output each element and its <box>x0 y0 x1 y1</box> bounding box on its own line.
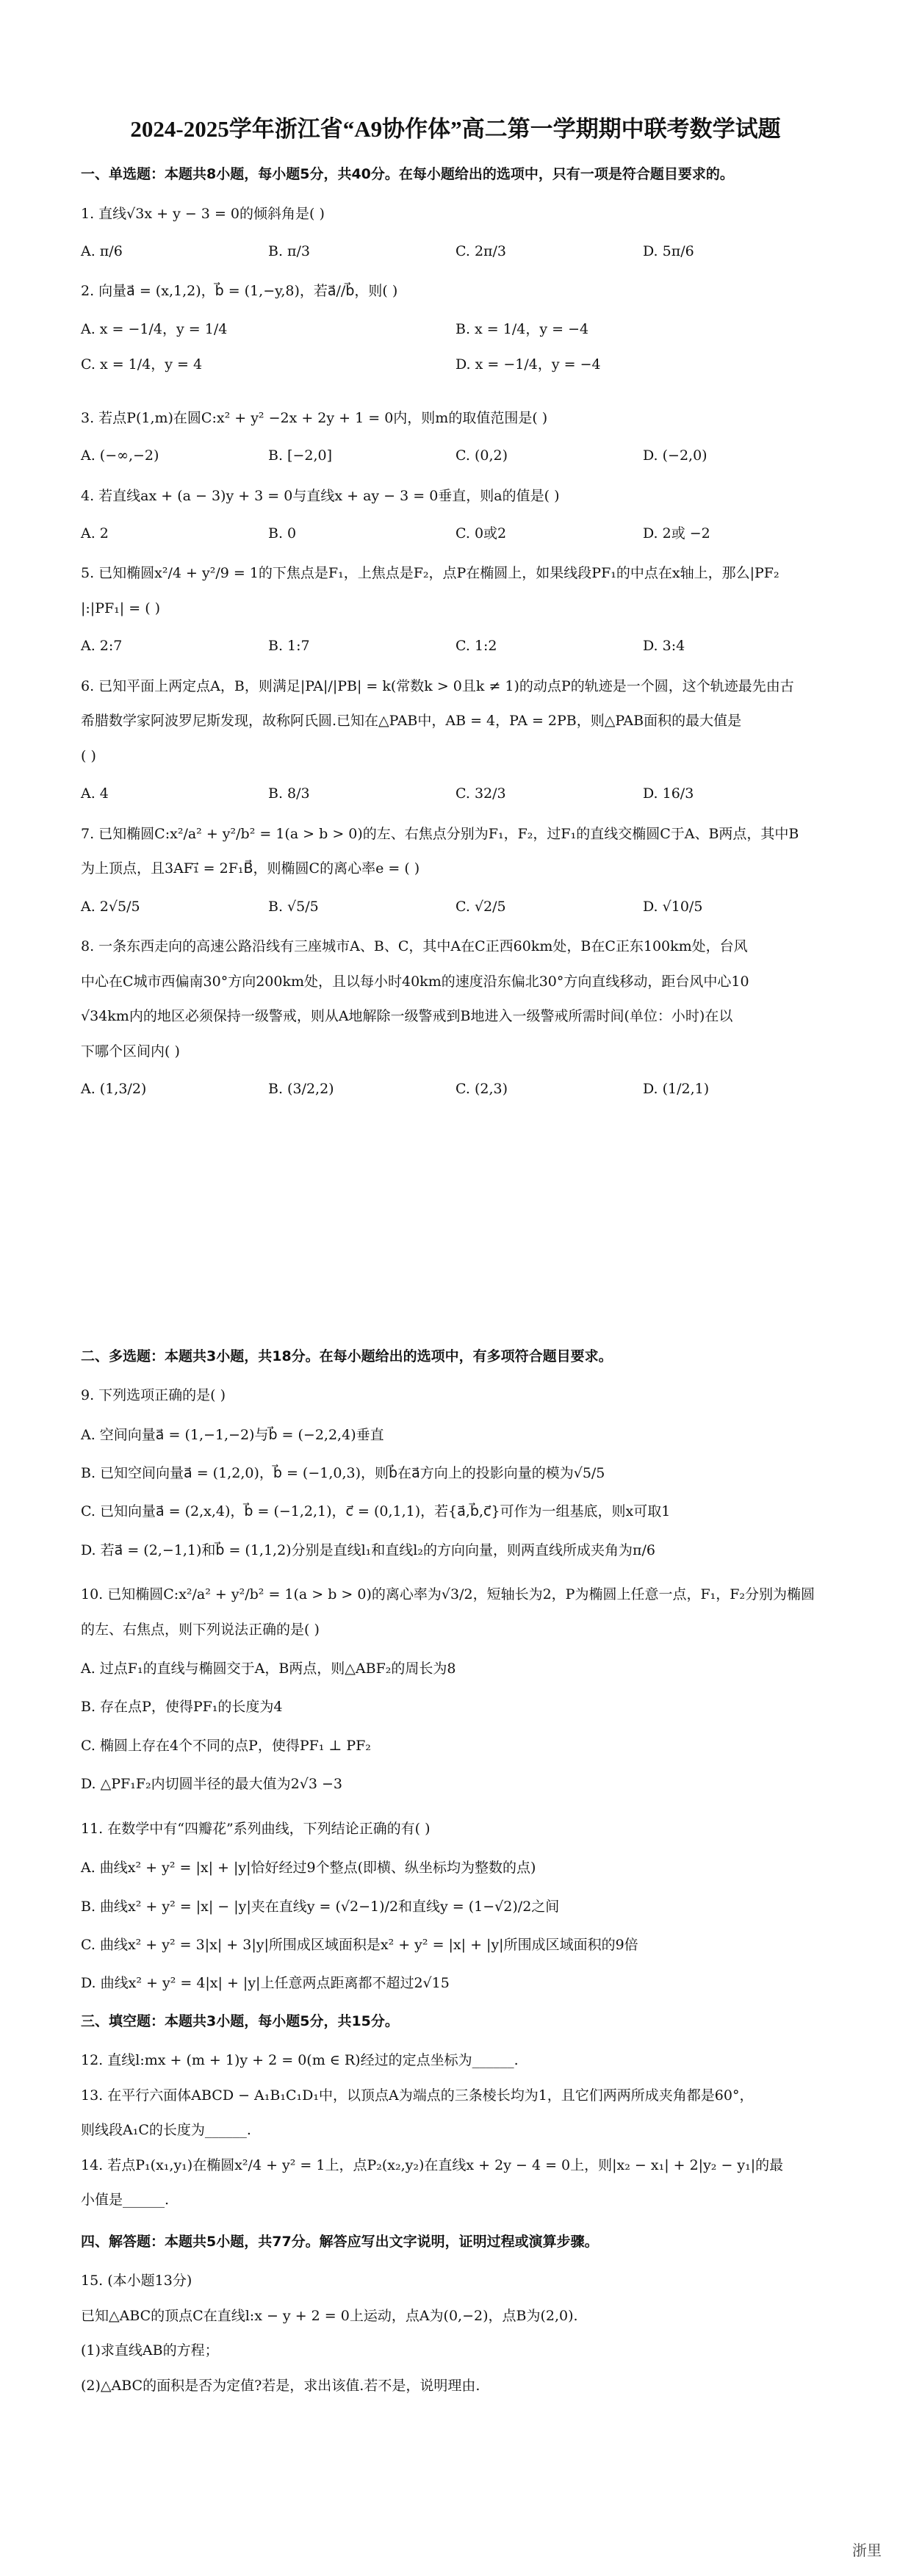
question-12: 12. 直线l:mx + (m + 1)y + 2 = 0(m ∈ R)经过的定点坐标为______. <box>81 2052 519 2069</box>
option-a: A. x = −1/4，y = 1/4 <box>81 320 228 337</box>
question-1-options <box>81 240 830 262</box>
question-6-line-1: 6. 已知平面上两定点A，B，则满足|PA|/|PB| = k(常数k > 0且k ≠ 1)的动点P的轨迹是一个圆，这个轨迹最先由古 <box>81 677 794 694</box>
option-d: D. √10/5 <box>643 898 703 915</box>
question-5-line-2: |:|PF₁| = ( ) <box>81 600 161 616</box>
option-a: A. 2:7 <box>81 638 123 655</box>
question-9-option-a: A. 空间向量a⃗ = (1,−1,−2)与b⃗ = (−2,2,4)垂直 <box>81 1426 384 1443</box>
question-10-line-2: 的左、右焦点，则下列说法正确的是( ) <box>81 1621 320 1638</box>
question-9-option-c: C. 已知向量a⃗ = (2,x,4)，b⃗ = (−1,2,1)，c⃗ = (0,1,1)，若{a⃗,b⃗,c⃗}可作为一组基底，则x可取1 <box>81 1503 671 1520</box>
option-d: D. (−2,0) <box>643 447 707 464</box>
section-solutions: 四、解答题：本题共5小题，共77分。解答应写出文字说明，证明过程或演算步骤。 <box>81 2233 599 2250</box>
option-b: B. π/3 <box>268 243 311 259</box>
option-b: B. x = 1/4，y = −4 <box>455 320 589 337</box>
question-2-options <box>81 318 830 389</box>
question-1: 1. 直线√3x + y − 3 = 0的倾斜角是( ) <box>81 205 325 222</box>
question-5-line-1: 5. 已知椭圆x²/4 + y²/9 = 1的下焦点是F₁，上焦点是F₂，点P在椭圆上，如果线段PF₁的中点在x轴上，那么|PF₂ <box>81 565 779 582</box>
question-10-option-c: C. 椭圆上存在4个不同的点P，使得PF₁ ⊥ PF₂ <box>81 1737 371 1754</box>
option-b: B. [−2,0] <box>268 447 333 464</box>
option-a: A. 2√5/5 <box>81 898 140 915</box>
option-c: C. √2/5 <box>455 898 506 915</box>
question-8-line-3: √34km内的地区必须保持一级警戒，则从A地解除一级警戒到B地进入一级警戒所需时间(单位：小时)在以 <box>81 1008 733 1025</box>
option-d: D. 5π/6 <box>643 243 694 259</box>
option-d: D. 3:4 <box>643 638 685 655</box>
question-7-line-2: 为上顶点，且3AF₁⃗ = 2F₁B⃗，则椭圆C的离心率e = ( ) <box>81 860 420 877</box>
question-4: 4. 若直线ax + (a − 3)y + 3 = 0与直线x + ay − 3 = 0垂直，则a的值是( ) <box>81 487 560 504</box>
exam-page <box>81 110 830 2403</box>
question-5-options <box>81 635 830 657</box>
footer-mark: 浙里 <box>852 2541 882 2559</box>
question-8-options <box>81 1078 830 1100</box>
question-2: 2. 向量a⃗ = (x,1,2)，b⃗ = (1,−y,8)，若a⃗//b⃗，则( ) <box>81 283 398 300</box>
option-b: B. 1:7 <box>268 638 310 655</box>
question-11-option-b: B. 曲线x² + y² = |x| − |y|夹在直线y = (√2−1)/2和直线y = (1−√2)/2之间 <box>81 1898 560 1915</box>
question-13-line-1: 13. 在平行六面体ABCD − A₁B₁C₁D₁中，以顶点A为端点的三条棱长均为1，且它们两两所成夹角都是60°， <box>81 2087 754 2104</box>
question-11-option-a: A. 曲线x² + y² = |x| + |y|恰好经过9个整点(即横、纵坐标均为整数的点) <box>81 1860 536 1877</box>
section-multiple-choice: 二、多选题：本题共3小题，共18分。在每小题给出的选项中，有多项符合题目要求。 <box>81 1348 613 1364</box>
option-d: D. (1/2,1) <box>643 1081 710 1098</box>
option-b: B. (3/2,2) <box>268 1081 334 1098</box>
question-8-line-4: 下哪个区间内( ) <box>81 1043 180 1059</box>
option-c: C. 1:2 <box>455 638 497 655</box>
question-10-line-1: 10. 已知椭圆C:x²/a² + y²/b² = 1(a > b > 0)的离心率为√3/2，短轴长为2，P为椭圆上任意一点，F₁，F₂分别为椭圆 <box>81 1586 815 1603</box>
question-11-option-c: C. 曲线x² + y² = 3|x| + 3|y|所围成区域面积是x² + y² = |x| + |y|所围成区域面积的9倍 <box>81 1936 638 1953</box>
option-d: D. 2或 −2 <box>643 525 710 542</box>
question-6-line-3: ( ) <box>81 747 96 764</box>
question-9-option-b: B. 已知空间向量a⃗ = (1,2,0)，b⃗ = (−1,0,3)，则b⃗在a⃗方向上的投影向量的模为√5/5 <box>81 1464 605 1481</box>
question-15-header: 15. (本小题13分) <box>81 2273 192 2289</box>
option-c: C. (2,3) <box>455 1081 508 1098</box>
question-9-option-d: D. 若a⃗ = (2,−1,1)和b⃗ = (1,1,2)分别是直线l₁和直线l₂的方向向量，则两直线所成夹角为π/6 <box>81 1541 655 1558</box>
option-d: D. 16/3 <box>643 785 694 802</box>
question-10-option-d: D. △PF₁F₂内切圆半径的最大值为2√3 −3 <box>81 1776 342 1793</box>
question-15-part-2: (2)△ABC的面积是否为定值?若是，求出该值.若不是，说明理由. <box>81 2377 480 2394</box>
question-10-option-a: A. 过点F₁的直线与椭圆交于A，B两点，则△ABF₂的周长为8 <box>81 1661 456 1677</box>
option-a: A. (−∞,−2) <box>81 447 159 464</box>
option-a: A. 4 <box>81 785 109 802</box>
option-d: D. x = −1/4，y = −4 <box>455 356 601 373</box>
question-11: 11. 在数学中有“四瓣花”系列曲线，下列结论正确的有( ) <box>81 1820 431 1837</box>
question-15-stem: 已知△ABC的顶点C在直线l:x − y + 2 = 0上运动，点A为(0,−2)，点B为(2,0). <box>81 2307 578 2324</box>
question-7-line-1: 7. 已知椭圆C:x²/a² + y²/b² = 1(a > b > 0)的左、右焦点分别为F₁，F₂，过F₁的直线交椭圆C于A、B两点，其中B <box>81 825 799 842</box>
option-c: C. x = 1/4，y = 4 <box>81 356 203 373</box>
question-8-line-1: 8. 一条东西走向的高速公路沿线有三座城市A、B、C，其中A在C正西60km处，B在C正东100km处，台风 <box>81 938 748 955</box>
question-9: 9. 下列选项正确的是( ) <box>81 1387 226 1404</box>
option-b: B. √5/5 <box>268 898 319 915</box>
question-14-line-2: 小值是______. <box>81 2192 170 2209</box>
question-10-option-b: B. 存在点P，使得PF₁的长度为4 <box>81 1699 283 1716</box>
question-13-line-2: 则线段A₁C的长度为______. <box>81 2122 251 2139</box>
option-c: C. (0,2) <box>455 447 508 464</box>
question-11-option-d: D. 曲线x² + y² = 4|x| + |y|上任意两点距离都不超过2√15 <box>81 1975 450 1992</box>
question-15-part-1: (1)求直线AB的方程； <box>81 2342 219 2359</box>
option-c: C. 2π/3 <box>455 243 507 259</box>
option-c: C. 32/3 <box>455 785 506 802</box>
section-single-choice: 一、单选题：本题共8小题，每小题5分，共40分。在每小题给出的选项中，只有一项是符合题目要求的。 <box>81 166 734 182</box>
option-b: B. 8/3 <box>268 785 310 802</box>
question-6-line-2: 希腊数学家阿波罗尼斯发现，故称阿氏圆.已知在△PAB中，AB = 4，PA = 2PB，则△PAB面积的最大值是 <box>81 713 742 730</box>
question-8-line-2: 中心在C城市西偏南30°方向200km处，且以每小时40km的速度沿东偏北30°方向直线移动，距台风中心10 <box>81 973 749 990</box>
question-14-line-1: 14. 若点P₁(x₁,y₁)在椭圆x²/4 + y² = 1上，点P₂(x₂,y₂)在直线x + 2y − 4 = 0上，则|x₂ − x₁| + 2|y₂ − y₁|的最 <box>81 2156 784 2173</box>
question-6-options <box>81 782 830 805</box>
question-4-options <box>81 522 830 544</box>
option-b: B. 0 <box>268 525 297 542</box>
section-fill-in: 三、填空题：本题共3小题，每小题5分，共15分。 <box>81 2012 399 2029</box>
question-3: 3. 若点P(1,m)在圆C:x² + y² −2x + 2y + 1 = 0内，则m的取值范围是( ) <box>81 409 548 426</box>
option-a: A. 2 <box>81 525 109 542</box>
question-3-options <box>81 445 830 467</box>
page-title: 2024-2025学年浙江省“A9协作体”高二第一学期期中联考数学试题 <box>130 116 781 142</box>
option-c: C. 0或2 <box>455 525 507 542</box>
blank-space <box>81 1112 830 1333</box>
question-7-options <box>81 896 830 918</box>
option-a: A. π/6 <box>81 243 123 259</box>
option-a: A. (1,3/2) <box>81 1081 147 1098</box>
